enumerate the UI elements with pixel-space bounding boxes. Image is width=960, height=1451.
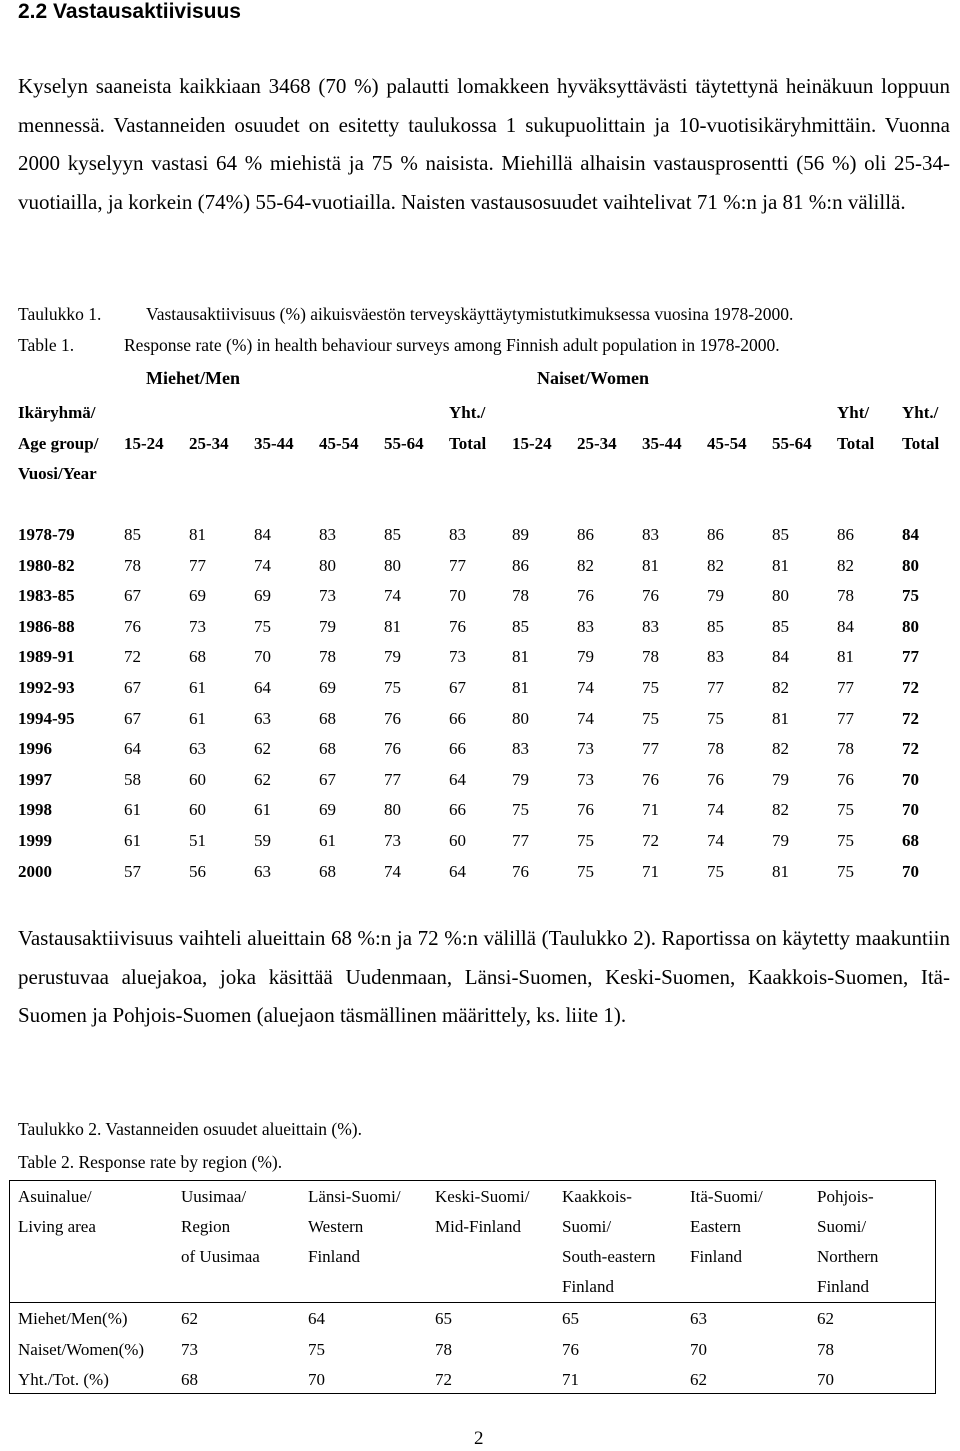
table1-year-cell: 1989-91 bbox=[18, 647, 75, 666]
table1-men-cell: 77 bbox=[384, 770, 401, 789]
table1-total-cell: 72 bbox=[902, 739, 919, 758]
table1-total-cell: 80 bbox=[902, 617, 919, 636]
table1-women-cell: 75 bbox=[577, 831, 594, 850]
table1-women-total-head-2: Total bbox=[837, 434, 875, 453]
table2-head-keski: Mid-Finland bbox=[435, 1217, 521, 1236]
region-paragraph: Vastausaktiivisuus vaihteli alueittain 68 %:n ja 72 %:n välillä (Taulukko 2). Raportissa on käytetty maakuntiin perustuvaa aluejakoa, joka käsittää Uudenmaan, Länsi-Suomen, Keski-Suomen, Kaakkois-Suomen, Itä-Suomen ja Pohjois-Suomen (aluejaon täsmällinen määrittely, ks. liite 1). bbox=[18, 926, 950, 1028]
table1-women-cell: 78 bbox=[642, 647, 659, 666]
table1-year-cell: 1986-88 bbox=[18, 617, 75, 636]
table1-men-cell: 69 bbox=[189, 586, 206, 605]
table1-women-cell: 79 bbox=[707, 586, 724, 605]
table1-women-cell: 79 bbox=[512, 770, 529, 789]
table1-caption-en-text: Response rate (%) in health behaviour surveys among Finnish adult population in 1978-2000. bbox=[124, 335, 780, 355]
table1-men-cell: 60 bbox=[189, 800, 206, 819]
table1-men-total-cell: 66 bbox=[449, 739, 466, 758]
table1-men-total-cell: 66 bbox=[449, 800, 466, 819]
table2-head-lansi: Western bbox=[308, 1217, 364, 1236]
table1-men-total-cell: 64 bbox=[449, 862, 466, 881]
table1-women-total-cell: 75 bbox=[837, 800, 854, 819]
table1-men-cell: 80 bbox=[384, 800, 401, 819]
table1-men-cell: 74 bbox=[254, 556, 271, 575]
table1-men-cell: 85 bbox=[124, 525, 141, 544]
table1-caption-fi-label: Taulukko 1. bbox=[18, 304, 102, 324]
table1-men-cell: 63 bbox=[254, 709, 271, 728]
table2-head-ita: Eastern bbox=[690, 1217, 741, 1236]
table1-year-cell: 1992-93 bbox=[18, 678, 75, 697]
table1-women-cell: 81 bbox=[642, 556, 659, 575]
table1-women-cell: 82 bbox=[772, 800, 789, 819]
table1-men-cell: 84 bbox=[254, 525, 271, 544]
table2-row-label: Yht./Tot. (%) bbox=[18, 1370, 109, 1389]
table1-men-cell: 64 bbox=[254, 678, 271, 697]
table2-value-cell: 78 bbox=[435, 1340, 452, 1359]
table1-women-cell: 85 bbox=[512, 617, 529, 636]
table1-total-cell: 70 bbox=[902, 800, 919, 819]
table1-men-age-head: 45-54 bbox=[319, 434, 359, 453]
table1-women-total-cell: 76 bbox=[837, 770, 854, 789]
table1-men-cell: 68 bbox=[319, 709, 336, 728]
table2-value-cell: 70 bbox=[817, 1370, 834, 1389]
table1-men-cell: 60 bbox=[189, 770, 206, 789]
table2-head-kaakkois: Kaakkois- bbox=[562, 1187, 632, 1206]
table1-women-cell: 78 bbox=[707, 739, 724, 758]
table1-men-cell: 69 bbox=[319, 678, 336, 697]
table1-women-cell: 80 bbox=[772, 586, 789, 605]
table1-men-cell: 61 bbox=[124, 831, 141, 850]
table1-men-cell: 74 bbox=[384, 862, 401, 881]
table2-value-cell: 71 bbox=[562, 1370, 579, 1389]
table1-men-cell: 64 bbox=[124, 739, 141, 758]
table1-men-cell: 81 bbox=[189, 525, 206, 544]
table1-men-total-cell: 76 bbox=[449, 617, 466, 636]
table1-women-total-cell: 78 bbox=[837, 739, 854, 758]
table1-men-age-head: 55-64 bbox=[384, 434, 424, 453]
table1-women-cell: 74 bbox=[707, 800, 724, 819]
table1-men-cell: 61 bbox=[189, 678, 206, 697]
table1-women-cell: 85 bbox=[707, 617, 724, 636]
table2-row-label: Naiset/Women(%) bbox=[18, 1340, 145, 1359]
table1-women-cell: 76 bbox=[642, 586, 659, 605]
table2-value-cell: 63 bbox=[690, 1309, 707, 1328]
table1-women-cell: 82 bbox=[772, 739, 789, 758]
table1-men-total-cell: 83 bbox=[449, 525, 466, 544]
table1-men-cell: 76 bbox=[384, 739, 401, 758]
table1-year-cell: 1999 bbox=[18, 831, 52, 850]
table1-women-cell: 76 bbox=[642, 770, 659, 789]
table1-men-cell: 75 bbox=[254, 617, 271, 636]
table1-total-cell: 68 bbox=[902, 831, 919, 850]
table1-men-total-cell: 64 bbox=[449, 770, 466, 789]
table1-men-cell: 81 bbox=[384, 617, 401, 636]
table1-men-cell: 62 bbox=[254, 739, 271, 758]
table1-total-cell: 72 bbox=[902, 678, 919, 697]
table1-women-cell: 81 bbox=[772, 709, 789, 728]
table1-men-cell: 76 bbox=[384, 709, 401, 728]
table1-total-cell: 72 bbox=[902, 709, 919, 728]
table1-men-cell: 73 bbox=[384, 831, 401, 850]
table1-men-cell: 80 bbox=[319, 556, 336, 575]
table1-all-total-head-2: Total bbox=[902, 434, 940, 453]
table2-left-border bbox=[9, 1180, 10, 1394]
table2-value-cell: 70 bbox=[690, 1340, 707, 1359]
table1-men-cell: 63 bbox=[189, 739, 206, 758]
table1-men-cell: 61 bbox=[254, 800, 271, 819]
table2-header-rule bbox=[9, 1302, 936, 1303]
table1-men-cell: 61 bbox=[124, 800, 141, 819]
table2-value-cell: 76 bbox=[562, 1340, 579, 1359]
table1-women-cell: 81 bbox=[512, 678, 529, 697]
table2-value-cell: 65 bbox=[562, 1309, 579, 1328]
table1-year-cell: 1997 bbox=[18, 770, 52, 789]
table2-head-kaakkois: South-eastern bbox=[562, 1247, 656, 1266]
table1-men-cell: 85 bbox=[384, 525, 401, 544]
table1-men-cell: 59 bbox=[254, 831, 271, 850]
table1-women-cell: 85 bbox=[772, 525, 789, 544]
table1-caption-en-label: Table 1. bbox=[18, 335, 75, 355]
table1-women-cell: 77 bbox=[707, 678, 724, 697]
table1-men-cell: 73 bbox=[319, 586, 336, 605]
table1-women-cell: 79 bbox=[772, 770, 789, 789]
table1-women-cell: 85 bbox=[772, 617, 789, 636]
table1-women-cell: 77 bbox=[642, 739, 659, 758]
table2-head-keski: Keski-Suomi/ bbox=[435, 1187, 530, 1206]
page-number: 2 bbox=[474, 1428, 484, 1449]
table1-year-cell: 2000 bbox=[18, 862, 52, 881]
table1-total-cell: 77 bbox=[902, 647, 919, 666]
table1-men-total-cell: 67 bbox=[449, 678, 466, 697]
table1-women-cell: 81 bbox=[772, 556, 789, 575]
table1-women-cell: 82 bbox=[577, 556, 594, 575]
table1-women-age-head: 15-24 bbox=[512, 434, 552, 453]
table1-women-cell: 83 bbox=[512, 739, 529, 758]
table1-men-total-cell: 73 bbox=[449, 647, 466, 666]
table1-women-total-cell: 78 bbox=[837, 586, 854, 605]
table2-head-uusimaa: of Uusimaa bbox=[181, 1247, 260, 1266]
table1-men-cell: 73 bbox=[189, 617, 206, 636]
table2-head-kaakkois: Finland bbox=[562, 1277, 614, 1296]
table1-women-cell: 84 bbox=[772, 647, 789, 666]
table2-caption-fi: Taulukko 2. Vastanneiden osuudet alueittain (%). bbox=[18, 1119, 362, 1139]
table1-men-cell: 69 bbox=[319, 800, 336, 819]
table1-women-total-cell: 86 bbox=[837, 525, 854, 544]
table1-men-cell: 78 bbox=[124, 556, 141, 575]
table1-women-total-cell: 82 bbox=[837, 556, 854, 575]
table1-women-total-cell: 81 bbox=[837, 647, 854, 666]
table2-head-lansi: Finland bbox=[308, 1247, 360, 1266]
table1-women-cell: 79 bbox=[577, 647, 594, 666]
table1-men-cell: 70 bbox=[254, 647, 271, 666]
table1-women-cell: 82 bbox=[707, 556, 724, 575]
table1-men-cell: 68 bbox=[319, 862, 336, 881]
table2-value-cell: 68 bbox=[181, 1370, 198, 1389]
table2-head-pohjois: Pohjois- bbox=[817, 1187, 874, 1206]
table1-women-cell: 82 bbox=[772, 678, 789, 697]
table1-men-cell: 56 bbox=[189, 862, 206, 881]
table2-value-cell: 62 bbox=[690, 1370, 707, 1389]
table1-men-cell: 72 bbox=[124, 647, 141, 666]
table1-year-cell: 1998 bbox=[18, 800, 52, 819]
table1-women-cell: 73 bbox=[577, 770, 594, 789]
table1-women-total-cell: 77 bbox=[837, 678, 854, 697]
table1-year-cell: 1994-95 bbox=[18, 709, 75, 728]
table1-women-total-cell: 77 bbox=[837, 709, 854, 728]
table1-women-cell: 83 bbox=[642, 617, 659, 636]
table2-value-cell: 62 bbox=[181, 1309, 198, 1328]
table1-men-cell: 62 bbox=[254, 770, 271, 789]
table1-women-total-head-1: Yht/ bbox=[837, 403, 870, 422]
table1-men-cell: 79 bbox=[384, 647, 401, 666]
table1-men-age-head: 35-44 bbox=[254, 434, 294, 453]
table1-women-total-cell: 75 bbox=[837, 831, 854, 850]
table2-head-uusimaa: Uusimaa/ bbox=[181, 1187, 247, 1206]
table1-men-cell: 61 bbox=[189, 709, 206, 728]
table1-men-total-cell: 77 bbox=[449, 556, 466, 575]
table2-bottom-rule bbox=[9, 1393, 936, 1394]
table1-men-cell: 74 bbox=[384, 586, 401, 605]
table2-head-ita: Finland bbox=[690, 1247, 742, 1266]
table1-women-cell: 77 bbox=[512, 831, 529, 850]
table2-head-pohjois: Northern bbox=[817, 1247, 879, 1266]
table1-women-cell: 86 bbox=[512, 556, 529, 575]
table1-men-total-head-1: Yht./ bbox=[449, 403, 486, 422]
table1-women-cell: 73 bbox=[577, 739, 594, 758]
table2-head-pohjois: Finland bbox=[817, 1277, 869, 1296]
section-heading: 2.2 Vastausaktiivisuus bbox=[18, 0, 241, 23]
table1-women-age-head: 55-64 bbox=[772, 434, 812, 453]
table2-head-uusimaa: Region bbox=[181, 1217, 231, 1236]
table1-rowhead-2: Age group/ bbox=[18, 434, 99, 453]
table1-men-cell: 69 bbox=[254, 586, 271, 605]
table1-women-total-cell: 84 bbox=[837, 617, 854, 636]
table1-women-cell: 75 bbox=[707, 709, 724, 728]
table2-head-ita: Itä-Suomi/ bbox=[690, 1187, 763, 1206]
table1-women-cell: 83 bbox=[642, 525, 659, 544]
table2-value-cell: 64 bbox=[308, 1309, 325, 1328]
table1-women-cell: 76 bbox=[577, 586, 594, 605]
table1-men-total-cell: 60 bbox=[449, 831, 466, 850]
table2-value-cell: 75 bbox=[308, 1340, 325, 1359]
table1-women-cell: 71 bbox=[642, 862, 659, 881]
table1-total-cell: 75 bbox=[902, 586, 919, 605]
table2-value-cell: 72 bbox=[435, 1370, 452, 1389]
table1-women-age-head: 25-34 bbox=[577, 434, 617, 453]
table1-men-cell: 67 bbox=[124, 709, 141, 728]
intro-paragraph: Kyselyn saaneista kaikkiaan 3468 (70 %) palautti lomakkeen hyväksyttävästi täytettynä heinäkuun loppuun mennessä. Vastanneiden osuudet on esitetty taulukossa 1 sukupuolittain ja 10-vuotisikäryhmittäin. Vuonna 2000 kyselyyn vastasi 64 % miehistä ja 75 % naisista. Miehillä alhaisin vastausprosentti (56 %) oli 25-34-vuotiailla, ja korkein (74%) 55-64-vuotiailla. Naisten vastausosuudet vaihtelivat 71 %:n ja 81 %:n välillä. bbox=[18, 74, 950, 214]
table1-women-cell: 79 bbox=[772, 831, 789, 850]
table2-value-cell: 78 bbox=[817, 1340, 834, 1359]
table1-year-cell: 1980-82 bbox=[18, 556, 75, 575]
table2-right-border bbox=[935, 1180, 936, 1394]
table1-women-cell: 89 bbox=[512, 525, 529, 544]
table2-head-area-2: Living area bbox=[18, 1217, 96, 1236]
table1-women-cell: 83 bbox=[707, 647, 724, 666]
table1-women-cell: 75 bbox=[707, 862, 724, 881]
table1-women-cell: 86 bbox=[707, 525, 724, 544]
table1-men-cell: 67 bbox=[124, 586, 141, 605]
table1-women-cell: 76 bbox=[707, 770, 724, 789]
table1-men-total-head-2: Total bbox=[449, 434, 487, 453]
table1-men-cell: 68 bbox=[319, 739, 336, 758]
table2-caption-en: Table 2. Response rate by region (%). bbox=[18, 1152, 283, 1172]
table2-head-lansi: Länsi-Suomi/ bbox=[308, 1187, 401, 1206]
table1-women-cell: 76 bbox=[577, 800, 594, 819]
table1-women-cell: 74 bbox=[707, 831, 724, 850]
table1-men-cell: 75 bbox=[384, 678, 401, 697]
table1-caption-fi-text: Vastausaktiivisuus (%) aikuisväestön terveyskäyttäytymistutkimuksessa vuosina 1978-2000. bbox=[146, 304, 794, 324]
table1-rowhead-3: Vuosi/Year bbox=[18, 464, 97, 483]
table1-men-cell: 77 bbox=[189, 556, 206, 575]
table1-men-cell: 76 bbox=[124, 617, 141, 636]
table1-men-cell: 58 bbox=[124, 770, 141, 789]
table1-men-cell: 68 bbox=[189, 647, 206, 666]
table1-men-cell: 57 bbox=[124, 862, 141, 881]
table2-top-rule bbox=[9, 1180, 936, 1181]
table1-men-cell: 78 bbox=[319, 647, 336, 666]
table1-women-cell: 74 bbox=[577, 709, 594, 728]
table1-year-cell: 1983-85 bbox=[18, 586, 75, 605]
table1-men-cell: 79 bbox=[319, 617, 336, 636]
table1-women-cell: 75 bbox=[512, 800, 529, 819]
table1-total-cell: 70 bbox=[902, 770, 919, 789]
table1-men-cell: 61 bbox=[319, 831, 336, 850]
table1-women-cell: 78 bbox=[512, 586, 529, 605]
table1-women-total-cell: 75 bbox=[837, 862, 854, 881]
table1-rowhead-1: Ikäryhmä/ bbox=[18, 403, 96, 422]
table1-women-cell: 75 bbox=[642, 678, 659, 697]
table1-total-cell: 80 bbox=[902, 556, 919, 575]
table1-women-cell: 81 bbox=[772, 862, 789, 881]
table1-men-cell: 67 bbox=[319, 770, 336, 789]
table2-head-pohjois: Suomi/ bbox=[817, 1217, 867, 1236]
table2-head-kaakkois: Suomi/ bbox=[562, 1217, 612, 1236]
table1-men-cell: 51 bbox=[189, 831, 206, 850]
table1-year-cell: 1996 bbox=[18, 739, 52, 758]
table2-value-cell: 73 bbox=[181, 1340, 198, 1359]
table1-women-age-head: 35-44 bbox=[642, 434, 682, 453]
table1-women-cell: 71 bbox=[642, 800, 659, 819]
table2-head-area-1: Asuinalue/ bbox=[18, 1187, 92, 1206]
table2-row-label: Miehet/Men(%) bbox=[18, 1309, 128, 1328]
table1-men-age-head: 25-34 bbox=[189, 434, 229, 453]
table1-women-cell: 81 bbox=[512, 647, 529, 666]
table2-value-cell: 70 bbox=[308, 1370, 325, 1389]
table1-women-cell: 80 bbox=[512, 709, 529, 728]
table1-total-cell: 70 bbox=[902, 862, 919, 881]
table2-value-cell: 65 bbox=[435, 1309, 452, 1328]
table1-women-cell: 76 bbox=[512, 862, 529, 881]
table1-men-total-cell: 70 bbox=[449, 586, 466, 605]
table1-women-cell: 83 bbox=[577, 617, 594, 636]
table1-men-cell: 63 bbox=[254, 862, 271, 881]
table1-men-cell: 83 bbox=[319, 525, 336, 544]
table1-group-men: Miehet/Men bbox=[146, 368, 240, 388]
table1-total-cell: 84 bbox=[902, 525, 919, 544]
table1-women-cell: 72 bbox=[642, 831, 659, 850]
table1-men-cell: 80 bbox=[384, 556, 401, 575]
table1-women-cell: 75 bbox=[577, 862, 594, 881]
table1-all-total-head-1: Yht./ bbox=[902, 403, 939, 422]
table2-value-cell: 62 bbox=[817, 1309, 834, 1328]
table1-group-women: Naiset/Women bbox=[537, 368, 649, 388]
table1-year-cell: 1978-79 bbox=[18, 525, 75, 544]
table1-men-total-cell: 66 bbox=[449, 709, 466, 728]
table1-men-age-head: 15-24 bbox=[124, 434, 164, 453]
table1-women-cell: 86 bbox=[577, 525, 594, 544]
table1-men-cell: 67 bbox=[124, 678, 141, 697]
table1-women-age-head: 45-54 bbox=[707, 434, 747, 453]
table1-women-cell: 75 bbox=[642, 709, 659, 728]
table1-women-cell: 74 bbox=[577, 678, 594, 697]
